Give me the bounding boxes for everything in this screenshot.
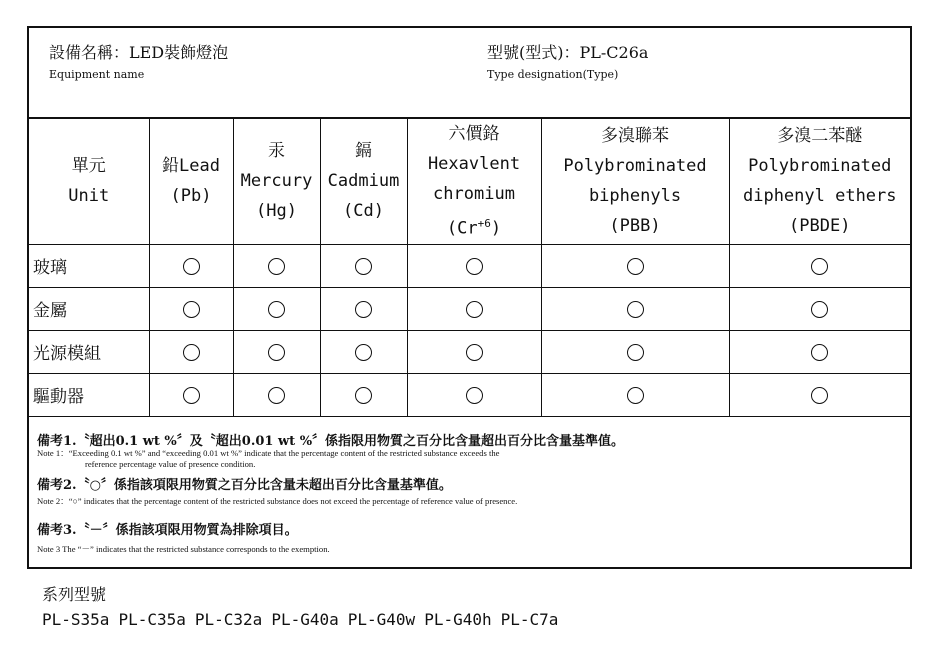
not-exceeding-circle-icon (355, 387, 372, 404)
not-exceeding-circle-icon (268, 344, 285, 361)
compliance-cell (407, 244, 541, 287)
not-exceeding-circle-icon (355, 258, 372, 275)
compliance-cell (729, 244, 910, 287)
series-model-list (42, 610, 567, 629)
type-designation-zh: 型號(型式)：PL-C26a (487, 43, 649, 62)
compliance-cell (541, 330, 729, 373)
model-code: PL-G40h (424, 610, 492, 629)
not-exceeding-circle-icon (355, 301, 372, 318)
model-code: PL-G40w (347, 610, 416, 629)
not-exceeding-circle-icon (811, 344, 828, 361)
compliance-cell (320, 330, 407, 373)
compliance-cell (149, 244, 233, 287)
model-code: PL-C35a (118, 610, 186, 629)
not-exceeding-circle-icon (627, 258, 644, 275)
not-exceeding-circle-icon (466, 387, 483, 404)
compliance-cell (729, 330, 910, 373)
compliance-cell (729, 373, 910, 416)
not-exceeding-circle-icon (466, 344, 483, 361)
not-exceeding-circle-icon (268, 301, 285, 318)
model-code: PL-G40a (271, 610, 339, 629)
row-label: 金屬 (29, 287, 149, 330)
note1-zh: 備考1.〝超出0.1 wt %〞及〝超出0.01 wt %〞係指限用物質之百分比含量超出百分比含量基準值。 (37, 434, 625, 449)
equipment-name-en: Equipment name (49, 68, 145, 81)
compliance-cell (541, 287, 729, 330)
table-row (29, 287, 910, 330)
col-lead: 鉛Lead (Pb) (149, 119, 233, 244)
compliance-cell (149, 287, 233, 330)
row-label: 玻璃 (29, 244, 149, 287)
col-unit: 單元 Unit (29, 119, 149, 244)
note1-en: Note 1：“Exceeding 0.1 wt %” and “exceeding 0.01 wt %” indicate that the percentage content of the restricted substance exceeds the (37, 448, 500, 458)
col-chromium: 六價鉻 Hexavlent chromium $(Cr^{+6})$ (407, 119, 541, 244)
compliance-cell (320, 373, 407, 416)
compliance-cell (320, 244, 407, 287)
compliance-cell (233, 244, 320, 287)
equipment-name-zh: 設備名稱：LED裝飾燈泡 (49, 43, 229, 62)
model-code: PL-C32a (194, 610, 263, 629)
not-exceeding-circle-icon (811, 387, 828, 404)
note2-en: Note 2：“○” indicates that the percentage content of the restricted substance does not exceed the percentage of reference value of presence. (37, 496, 518, 506)
restricted-substances-table (29, 119, 910, 417)
table-body (29, 244, 910, 416)
compliance-cell (233, 330, 320, 373)
compliance-cell (407, 373, 541, 416)
not-exceeding-circle-icon (466, 258, 483, 275)
note3-en: Note 3 The “－” indicates that the restricted substance corresponds to the exemption. (37, 544, 330, 554)
row-label: 光源模組 (29, 330, 149, 373)
compliance-cell (233, 373, 320, 416)
col-mercury: 汞 Mercury (Hg) (233, 119, 320, 244)
note2-zh: 備考2.〝○〞係指該項限用物質之百分比含量未超出百分比含量基準值。 (37, 478, 452, 493)
table-row (29, 244, 910, 287)
series-title: 系列型號 (42, 585, 107, 604)
table-row (29, 330, 910, 373)
equipment-header (29, 28, 910, 119)
not-exceeding-circle-icon (268, 387, 285, 404)
not-exceeding-circle-icon (183, 387, 200, 404)
model-code: PL-S35a (42, 610, 110, 629)
not-exceeding-circle-icon (627, 344, 644, 361)
not-exceeding-circle-icon (183, 258, 200, 275)
compliance-cell (149, 330, 233, 373)
not-exceeding-circle-icon (183, 344, 200, 361)
compliance-cell (233, 287, 320, 330)
compliance-cell (407, 287, 541, 330)
rohs-declaration-frame (27, 26, 912, 569)
type-designation-en: Type designation(Type) (487, 68, 619, 81)
compliance-cell (149, 373, 233, 416)
not-exceeding-circle-icon (811, 258, 828, 275)
compliance-cell (541, 244, 729, 287)
compliance-cell (320, 287, 407, 330)
col-pbde: 多溴二苯醚 Polybrominated diphenyl ethers (PBDE) (729, 119, 910, 244)
row-label: 驅動器 (29, 373, 149, 416)
col-cadmium: 鎘 Cadmium (Cd) (320, 119, 407, 244)
compliance-cell (541, 373, 729, 416)
not-exceeding-circle-icon (627, 387, 644, 404)
compliance-cell (729, 287, 910, 330)
col-pbb: 多溴聯苯 Polybrominated biphenyls (PBB) (541, 119, 729, 244)
note1-en-cont: reference percentage value of presence condition. (85, 459, 256, 469)
table-row (29, 373, 910, 416)
table-header-row (29, 119, 910, 244)
not-exceeding-circle-icon (268, 258, 285, 275)
not-exceeding-circle-icon (183, 301, 200, 318)
model-code: PL-C7a (500, 610, 559, 629)
not-exceeding-circle-icon (811, 301, 828, 318)
note3-zh: 備考3.〝－〞係指該項限用物質為排除項目。 (37, 523, 298, 538)
not-exceeding-circle-icon (355, 344, 372, 361)
compliance-cell (407, 330, 541, 373)
not-exceeding-circle-icon (627, 301, 644, 318)
not-exceeding-circle-icon (466, 301, 483, 318)
